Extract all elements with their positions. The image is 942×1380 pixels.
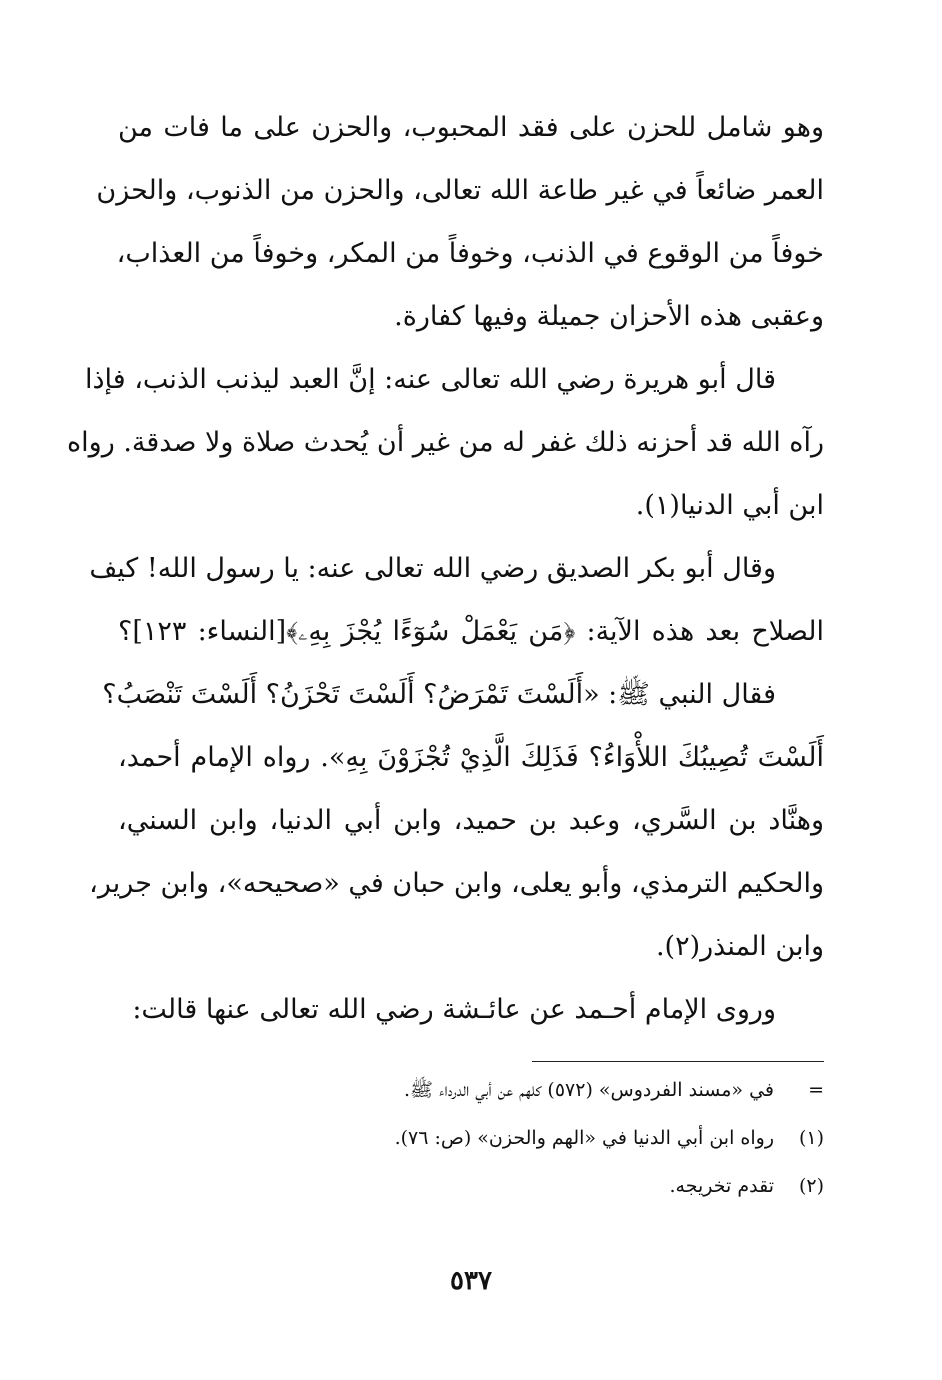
text-line: قال أبو هريرة رضي الله تعالى عنه: إنَّ العبد ليذنب الذنب، فإذا [84, 364, 776, 395]
footnote-text: رواه ابن أبي الدنيا في «الهم والحزن» (ص: ٧٦). [394, 1127, 774, 1149]
text-line: خوفاً من الوقوع في الذنب، وخوفاً من المكر، وخوفاً من العذاب، [116, 238, 824, 269]
paragraph-5 [118, 978, 824, 1041]
footnote-mark: (٢) [798, 1175, 824, 1197]
page-number: ٥٣٧ [450, 1266, 492, 1296]
footnote-divider [532, 1061, 824, 1062]
paragraph-3 [89, 537, 824, 663]
text-line: رآه الله قد أحزنه ذلك غفر له من غير أن يُحدث صلاة ولا صدقة. رواه [67, 427, 824, 458]
text-line: وهو شامل للحزن على فقد المحبوب، والحزن على ما فات من [118, 112, 824, 143]
footnote-mark: (١) [798, 1127, 824, 1149]
text-line: فقال النبي ﷺ: «أَلَسْتَ تَمْرَضُ؟ أَلَسْتَ تَحْزَنُ؟ أَلَسْتَ تَنْصَبُ؟ [102, 679, 776, 710]
text-line: وقال أبو بكر الصديق رضي الله تعالى عنه: يا رسول الله! كيف [89, 553, 776, 584]
footnote-1 [118, 1126, 824, 1174]
footnote-continuation [118, 1078, 824, 1126]
footnote-text: تقدم تخريجه. [669, 1175, 774, 1197]
text-line: وعقبى هذه الأحزان جميلة وفيها كفارة. [394, 301, 824, 332]
text-line: أَلَسْتَ تُصِيبُكَ اللأْوَاءُ؟ فَذَلِكَ الَّذِيْ تُجْزَوْنَ بِهِ». رواه الإمام أحمد، [118, 742, 824, 773]
footnote-mark: = [808, 1079, 824, 1101]
paragraph-1 [96, 96, 824, 348]
footnotes [118, 1078, 824, 1222]
footnote-2 [118, 1174, 824, 1222]
paragraph-2 [67, 348, 824, 537]
text-line: العمر ضائعاً في غير طاعة الله تعالى، والحزن من الذنوب، والحزن [96, 175, 824, 206]
text-line: الصلاح بعد هذه الآية: ﴿مَن يَعْمَلْ سُوٓءًا يُجْزَ بِهِۦ﴾[النساء: ١٢٣]؟ [118, 616, 824, 647]
text-line: والحكيم الترمذي، وأبو يعلى، وابن حبان في «صحيحه»، وابن جرير، [89, 868, 824, 899]
page-body [67, 96, 824, 1041]
paragraph-4 [89, 663, 824, 978]
footnote-text: في «مسند الفردوس» (٥٧٢) كلهم عن أبي الدرداء ﷺ. [403, 1079, 774, 1101]
text-line: وروى الإمام أحـمد عن عائـشة رضي الله تعالى عنها قالت: [132, 994, 776, 1025]
text-line: وهنَّاد بن السَّري، وعبد بن حميد، وابن أبي الدنيا، وابن السني، [118, 805, 824, 836]
text-line: ابن أبي الدنيا(١). [635, 490, 824, 521]
text-line: وابن المنذر(٢). [655, 931, 824, 962]
